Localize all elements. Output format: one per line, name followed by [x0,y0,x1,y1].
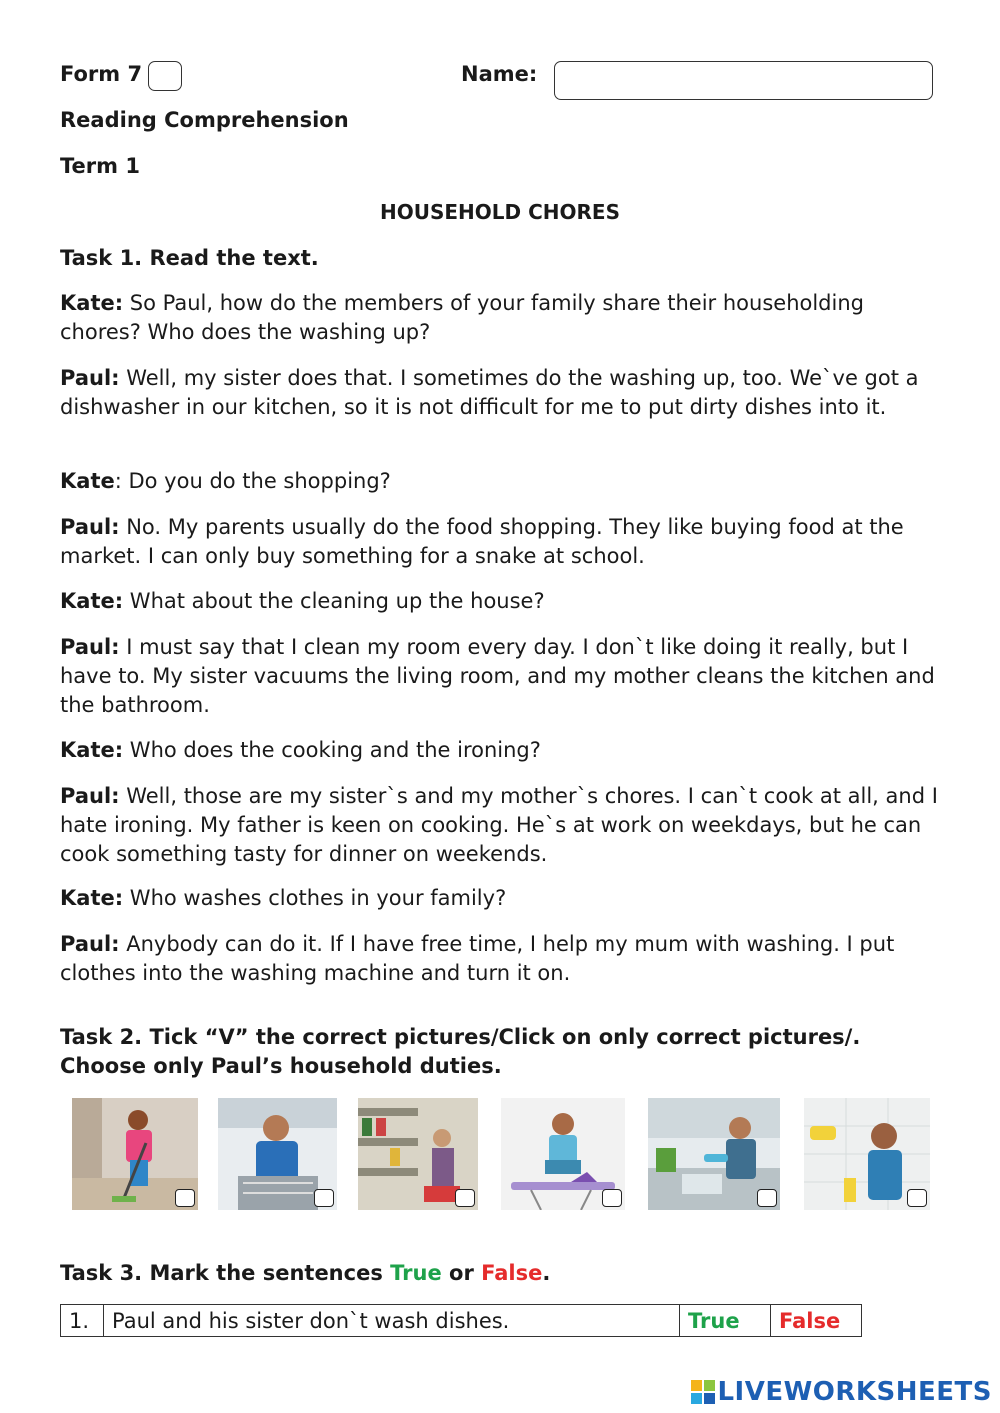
dialogue-line: Kate: Who does the cooking and the ironing? [60,738,541,762]
row-number: 1. [61,1305,104,1337]
dialogue-line: Paul: I must say that I clean my room every day. I don`t like doing it really, but I have to. My sister vacuums the living room, and my mother cleans the kitchen and the bathroom. [60,635,935,717]
task2-heading: Task 2. Tick “V” the correct pictures/Click on only correct pictures/. Choose only Paul’s household duties. [60,1025,861,1078]
dialogue-line: Paul: Well, my sister does that. I sometimes do the washing up, too. We`ve got a dishwasher in our kitchen, so it is not difficult for me to put dirty dishes into it. [60,366,919,419]
picture-checkbox[interactable] [602,1189,622,1207]
term-label: Term 1 [60,154,140,178]
row-sentence: Paul and his sister don`t wash dishes. [104,1305,680,1337]
name-input-box[interactable] [554,61,933,100]
picture-checkbox[interactable] [175,1189,195,1207]
picture-checkbox[interactable] [314,1189,334,1207]
subject-label: Reading Comprehension [60,108,349,132]
true-word: True [390,1261,442,1285]
picture-checkbox[interactable] [455,1189,475,1207]
logo-icon [691,1380,715,1404]
true-option[interactable]: True [680,1305,771,1337]
dialogue-line: Kate: So Paul, how do the members of your family share their householding chores? Who does the washing up? [60,291,864,344]
true-false-table [60,1304,862,1337]
task3-heading: Task 3. Mark the sentences True or False. [60,1261,551,1285]
picture-vacuuming[interactable] [72,1098,198,1210]
picture-shopping[interactable] [358,1098,478,1210]
false-option[interactable]: False [771,1305,862,1337]
picture-dishwasher[interactable] [218,1098,337,1210]
dialogue-line: Paul: No. My parents usually do the food shopping. They like buying food at the market. I can only buy something for a snake at school. [60,515,904,568]
picture-checkbox[interactable] [907,1189,927,1207]
false-word: False [481,1261,543,1285]
task1-heading: Task 1. Read the text. [60,246,319,270]
name-label: Name: [461,62,538,86]
form-input-box[interactable] [148,61,182,91]
dialogue-line: Kate: Do you do the shopping? [60,469,391,493]
liveworksheets-logo: LIVEWORKSHEETS [691,1377,992,1407]
picture-cleaning[interactable] [804,1098,930,1210]
picture-checkbox[interactable] [757,1189,777,1207]
page-title: HOUSEHOLD CHORES [380,200,620,224]
picture-ironing[interactable] [501,1098,625,1210]
dialogue-line: Kate: What about the cleaning up the house? [60,589,545,613]
dialogue-line: Paul: Anybody can do it. If I have free time, I help my mum with washing. I put clothes into the washing machine and turn it on. [60,932,895,985]
table-row [61,1305,862,1337]
picture-washing-dishes[interactable] [648,1098,780,1210]
form-label: Form 7 [60,62,143,86]
dialogue-line: Paul: Well, those are my sister`s and my mother`s chores. I can`t cook at all, and I hate ironing. My father is keen on cooking. He`s at work on weekdays, but he can cook something tasty for dinner on weekends. [60,784,938,866]
dialogue-line: Kate: Who washes clothes in your family? [60,886,507,910]
